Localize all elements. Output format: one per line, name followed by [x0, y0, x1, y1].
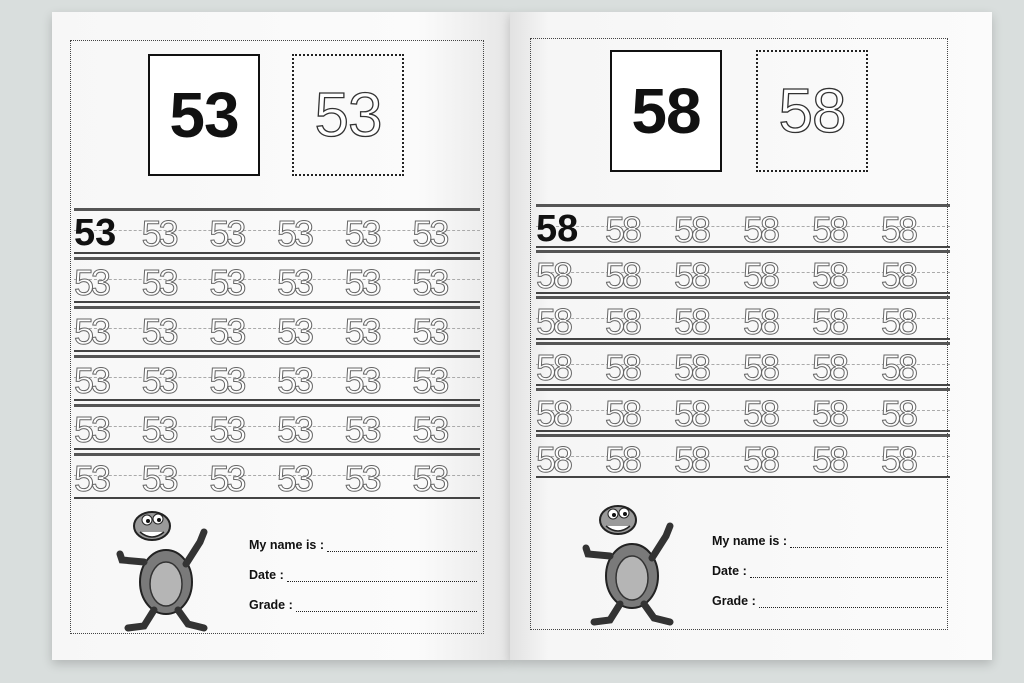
number-box	[148, 54, 260, 176]
trace-number: 53	[412, 311, 447, 352]
trace-number: 53	[74, 262, 109, 303]
trace-number: 53	[141, 360, 176, 401]
workbook-spread	[52, 12, 992, 662]
name-field[interactable]	[790, 537, 942, 548]
tracing-row	[536, 434, 950, 478]
trace-number: 58	[605, 301, 640, 342]
trace-number: 53	[209, 213, 244, 254]
trace-number: 58	[605, 347, 640, 388]
grade-field[interactable]	[759, 597, 942, 608]
tracing-row	[74, 404, 480, 450]
turtle-illustration	[114, 502, 218, 632]
trace-number: 53	[277, 213, 312, 254]
trace-number: 53	[412, 458, 447, 499]
trace-number: 58	[605, 393, 640, 434]
trace-number: 53	[209, 409, 244, 450]
tracing-row	[536, 296, 950, 340]
trace-number: 58	[605, 439, 640, 480]
trace-number: 58	[743, 393, 778, 434]
trace-number: 53	[412, 213, 447, 254]
trace-number: 53	[344, 262, 379, 303]
trace-number: 53	[277, 360, 312, 401]
trace-number: 53	[412, 409, 447, 450]
model-number: 53	[74, 212, 117, 254]
turtle-illustration	[580, 496, 684, 626]
trace-number: 53	[74, 458, 109, 499]
tracing-row	[74, 306, 480, 352]
trace-number: 58	[536, 393, 571, 434]
number-label: 53	[169, 79, 239, 151]
name-field[interactable]	[327, 541, 477, 552]
trace-number: 58	[881, 255, 916, 296]
trace-number: 53	[344, 360, 379, 401]
trace-number: 53	[141, 409, 176, 450]
left-page	[52, 12, 510, 660]
trace-number: 58	[743, 301, 778, 342]
trace-number: 58	[536, 439, 571, 480]
trace-number: 58	[674, 301, 709, 342]
trace-number: 58	[881, 301, 916, 342]
trace-number: 58	[536, 255, 571, 296]
tracing-row	[536, 204, 950, 248]
tracing-row	[536, 250, 950, 294]
trace-number: 58	[812, 393, 847, 434]
trace-number: 58	[812, 209, 847, 250]
tracing-row	[74, 208, 480, 254]
trace-number: 58	[674, 439, 709, 480]
trace-number: 58	[674, 209, 709, 250]
date-field[interactable]	[750, 567, 942, 578]
student-form	[249, 538, 477, 628]
trace-number: 53	[209, 311, 244, 352]
model-number: 58	[536, 208, 579, 250]
grade-field[interactable]	[296, 601, 477, 612]
outline-number-box	[292, 54, 404, 176]
outline-number: 53	[314, 80, 382, 150]
trace-number: 58	[812, 347, 847, 388]
trace-number: 53	[74, 311, 109, 352]
trace-number: 58	[743, 347, 778, 388]
trace-number: 58	[674, 347, 709, 388]
tracing-row	[536, 342, 950, 386]
trace-number: 53	[344, 409, 379, 450]
trace-number: 58	[881, 393, 916, 434]
trace-number: 58	[743, 255, 778, 296]
trace-number: 53	[344, 458, 379, 499]
trace-number: 58	[812, 301, 847, 342]
trace-number: 58	[881, 347, 916, 388]
trace-number: 58	[743, 439, 778, 480]
name-label: My name is :	[249, 538, 325, 552]
trace-number: 58	[743, 209, 778, 250]
date-field[interactable]	[287, 571, 477, 582]
trace-number: 58	[605, 209, 640, 250]
outline-number-box	[756, 50, 868, 172]
trace-number: 53	[141, 311, 176, 352]
trace-number: 58	[536, 347, 571, 388]
tracing-row	[536, 388, 950, 432]
trace-number: 53	[412, 360, 447, 401]
trace-number: 53	[209, 360, 244, 401]
outline-number: 58	[778, 76, 846, 146]
trace-number: 53	[74, 360, 109, 401]
trace-number: 58	[674, 393, 709, 434]
date-label: Date :	[249, 568, 284, 582]
right-page	[510, 12, 992, 660]
trace-number: 58	[812, 439, 847, 480]
trace-number: 58	[605, 255, 640, 296]
trace-number: 53	[344, 213, 379, 254]
name-label: My name is :	[712, 534, 788, 548]
trace-number: 58	[881, 439, 916, 480]
grade-label: Grade :	[712, 594, 756, 608]
trace-number: 58	[536, 301, 571, 342]
trace-number: 53	[141, 213, 176, 254]
trace-number: 58	[674, 255, 709, 296]
trace-number: 53	[209, 262, 244, 303]
trace-number: 53	[277, 262, 312, 303]
trace-number: 53	[209, 458, 244, 499]
number-label: 58	[631, 75, 701, 147]
grade-label: Grade :	[249, 598, 293, 612]
tracing-row	[74, 355, 480, 401]
trace-number: 58	[812, 255, 847, 296]
trace-number: 53	[74, 409, 109, 450]
trace-number: 53	[344, 311, 379, 352]
trace-number: 53	[277, 458, 312, 499]
tracing-row	[74, 257, 480, 303]
date-label: Date :	[712, 564, 747, 578]
tracing-row	[74, 453, 480, 499]
trace-number: 58	[881, 209, 916, 250]
number-box	[610, 50, 722, 172]
trace-number: 53	[277, 409, 312, 450]
trace-number: 53	[277, 311, 312, 352]
trace-number: 53	[141, 458, 176, 499]
trace-number: 53	[412, 262, 447, 303]
student-form	[712, 534, 942, 624]
trace-number: 53	[141, 262, 176, 303]
